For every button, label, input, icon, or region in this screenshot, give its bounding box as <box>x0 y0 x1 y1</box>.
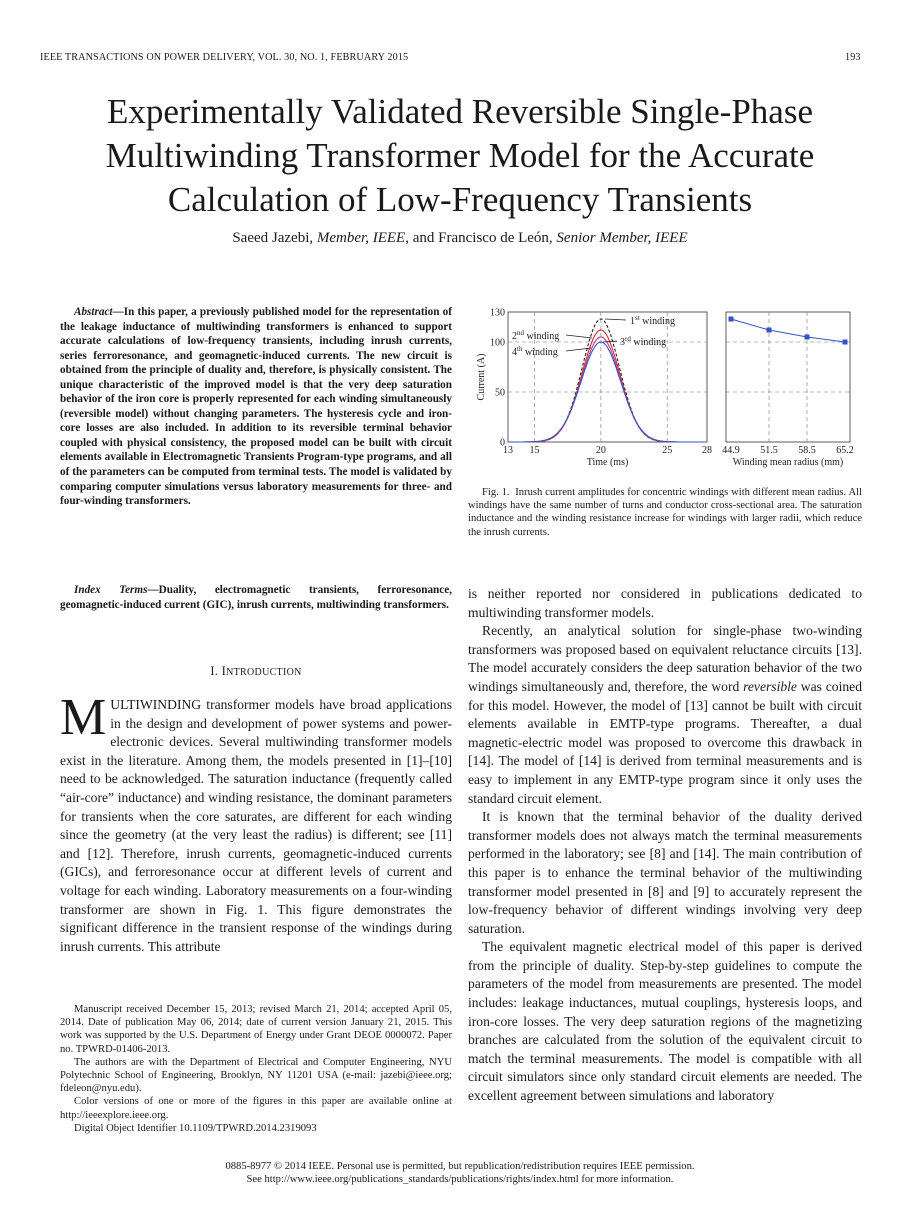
section-heading <box>60 664 452 679</box>
footnote: Manuscript received December 15, 2013; revised March 21, 2014; accepted April 05, 2014. Date of publication May 06, 2014; date of current version January 21, 2015. This work was supported by the U.S. Department of Energy under Grant DEOE 0000072. Paper no. TPWRD-01406-2013. <box>60 1004 452 1055</box>
footer-line: See http://www.ieee.org/publications_standards/publications/rights/index.html for more information. <box>246 1174 674 1185</box>
x-tick-label: 51.5 <box>760 445 778 456</box>
data-point <box>767 328 772 333</box>
footnotes <box>60 1003 452 1135</box>
x-tick-label: 28 <box>702 445 712 456</box>
x-axis-label: Time (ms) <box>586 457 629 468</box>
author-line: Saeed Jazebi, Member, IEEE, and Francisco de León, Senior Member, IEEE <box>232 230 688 246</box>
index-terms <box>60 583 452 612</box>
x-tick-label: 44.9 <box>722 445 740 456</box>
caption-label: Fig. 1. <box>482 487 510 498</box>
copyright-footer <box>40 1160 880 1186</box>
intro-text: ULTIWINDING transformer models have broad applications in the design and development of power systems and power-electronic devices. Several multiwinding transformer models exist in the literature. Among them, the models presented in [1]–[10] need to be acknowledged. The saturation inductance (frequently called “air-core” inductance) and winding resistance, the dominant parameters for transients when the core saturates, are different for each winding since the geometry (at the very least the radius) is different; see [11] and [12]. Therefore, inrush currents, geomagnetic-induced currents (GICs), and ferroresonance occur at different levels of current and voltage for each winding. Laboratory measurements on a four-winding transformer are shown in Fig. 1. This figure demonstrates the significant difference in the transient response of the windings during inrush currents. This attribute <box>60 697 452 954</box>
title-line: Experimentally Validated Reversible Single-Phase <box>107 92 813 131</box>
annotation-3rd-winding: 3rd winding <box>620 335 667 348</box>
section-title-rest: NTRODUCTION <box>226 667 302 678</box>
author-role: Member, IEEE <box>316 230 406 246</box>
section-title-initial: I <box>221 664 227 678</box>
drop-cap: M <box>60 689 107 746</box>
abstract-label: Abstract <box>74 306 113 318</box>
caption-text: Inrush current amplitudes for concentric windings with different mean radius. All windings have the same number of turns and conductor cross-sectional area. The saturation inductance and the winding resistance increase for windings with larger radii, which reduce the inrush currents. <box>468 487 862 538</box>
author-name: Francisco de León <box>438 230 549 246</box>
title-line: Multiwinding Transformer Model for the Accurate <box>105 136 815 175</box>
title-line: Calculation of Low-Frequency Transients <box>167 180 753 219</box>
x-tick-label: 65.2 <box>836 445 854 456</box>
annotation-arrow <box>566 335 592 338</box>
running-header: IEEE TRANSACTIONS ON POWER DELIVERY, VOL. 30, NO. 1, FEBRUARY 2015 <box>40 52 409 63</box>
plot-frame <box>726 312 850 442</box>
inrush-current-plot <box>476 308 712 469</box>
data-point <box>805 335 810 340</box>
section-numeral: I. <box>210 664 219 678</box>
paper-title <box>40 90 880 222</box>
x-tick-label: 25 <box>662 445 673 456</box>
index-terms-text: —Duality, electromagnetic transients, ferroresonance, geomagnetic-induced current (GIC), inrush currents, multiwinding transformers. <box>60 584 452 611</box>
body-paragraph: Recently, an analytical solution for single-phase two-winding transformers was proposed based on equivalent reluctance circuits [13]. The model accurately considers the deep saturation behavior of the two windings simultaneously and, therefore, the word reversible was coined for this model. However, the model of [13] cannot be built with circuit elements available in EMTP-type programs. Thereafter, a dual magnetic-electric model was proposed to overcome this drawback in [14]. The model of [14] is derived from terminal measurements and is easy to implement in any EMTP-type program since it only uses the standard circuit element. <box>468 623 862 806</box>
annotation-4th-winding: 4th winding <box>512 345 558 358</box>
footnote: The authors are with the Department of Electrical and Computer Engineering, NYU Polytechnic School of Engineering, Brooklyn, NY 11201 USA (e-mail: jazebi@ieee.org; fdeleon@nyu.edu). <box>60 1056 452 1095</box>
y-axis-label: Current (A) <box>476 353 487 401</box>
data-point <box>843 340 848 345</box>
x-tick-label: 13 <box>503 445 513 456</box>
y-tick-label: 100 <box>490 337 505 349</box>
y-tick-label: 50 <box>495 387 505 399</box>
right-column-body <box>468 585 862 1106</box>
body-paragraph: The equivalent magnetic electrical model of this paper is derived from the principle of duality. Step-by-step guidelines to compute the parameters of the model from measurements are presented. The model includes: leakage inductances, mutual couplings, hysteresis loops, and iron-core losses. The very deep saturation regions of the magnetizing branches are calculated from the solution of the equivalent circuit to match the terminal measurements. The model is compatible with all circuit simulators since only standard circuit elements are needed. The excellent agreement between simulations and laboratory <box>468 939 862 1104</box>
figure-caption <box>468 486 862 539</box>
footnote: Digital Object Identifier 10.1109/TPWRD.2014.2319093 <box>74 1122 317 1134</box>
index-terms-label: Index Terms <box>74 584 148 596</box>
author-name: Saeed Jazebi <box>232 230 310 246</box>
winding-radius-plot <box>722 312 854 468</box>
y-tick-label: 130 <box>490 307 505 319</box>
figure-1 <box>468 300 868 478</box>
x-tick-label: 15 <box>529 445 540 456</box>
footnote: Color versions of one or more of the figures in this paper are available online at http://ieeexplore.ieee.org. <box>60 1096 452 1121</box>
annotation-1st-winding: 1st winding <box>630 314 675 327</box>
author-role: Senior Member, IEEE <box>556 230 688 246</box>
x-axis-label: Winding mean radius (mm) <box>732 457 844 468</box>
annotation-arrow <box>605 319 626 320</box>
series-line <box>731 319 845 342</box>
author-conjunction: and <box>412 230 435 246</box>
annotation-2nd-winding: 2nd winding <box>512 329 560 342</box>
body-paragraph: It is known that the terminal behavior of the duality derived transformer models does not always match the terminal measurements performed in the laboratory; see [8] and [14]. The main contribution of this paper is to enhance the terminal behavior of the multiwinding transformer model presented in [8] and [9] to accurately represent the low-frequency behavior of different windings involving very deep saturation. <box>468 809 862 936</box>
footer-line: 0885-8977 © 2014 IEEE. Personal use is permitted, but republication/redistribution requires IEEE permission. <box>225 1161 695 1172</box>
x-tick-label: 58.5 <box>798 445 816 456</box>
data-point <box>729 317 734 322</box>
page-number: 193 <box>845 52 861 63</box>
y-tick-label: 0 <box>500 437 505 449</box>
abstract-text: —In this paper, a previously published model for the representation of the leakage inductance of multiwinding transformers is enhanced to support accurate calculations of low-frequency transients, including inrush currents, series ferroresonance, and geomagnetic-induced currents. The new circuit is obtained from the principle of duality and, therefore, is physically consistent. The unique characteristic of the improved model is that the very deep saturation behavior of the iron core is properly represented for each winding simultaneously (reversible model) without changing parameters. The hysteresis cycle and iron-core losses are also included. In addition to its reversible terminal behavior coupled with physical consistency, the proposed model can be built with circuit elements available in Electromagnetic Transients Program-type programs, and all of the parameters can be computed from terminal tests. The model is validated by comparing computer simulations versus laboratory measurements for three- and four-winding transformers. <box>60 306 452 508</box>
x-tick-label: 20 <box>595 445 606 456</box>
body-paragraph: is neither reported nor considered in publications dedicated to multiwinding transformer models. <box>468 586 862 620</box>
abstract <box>60 305 452 509</box>
intro-paragraph <box>60 689 452 956</box>
